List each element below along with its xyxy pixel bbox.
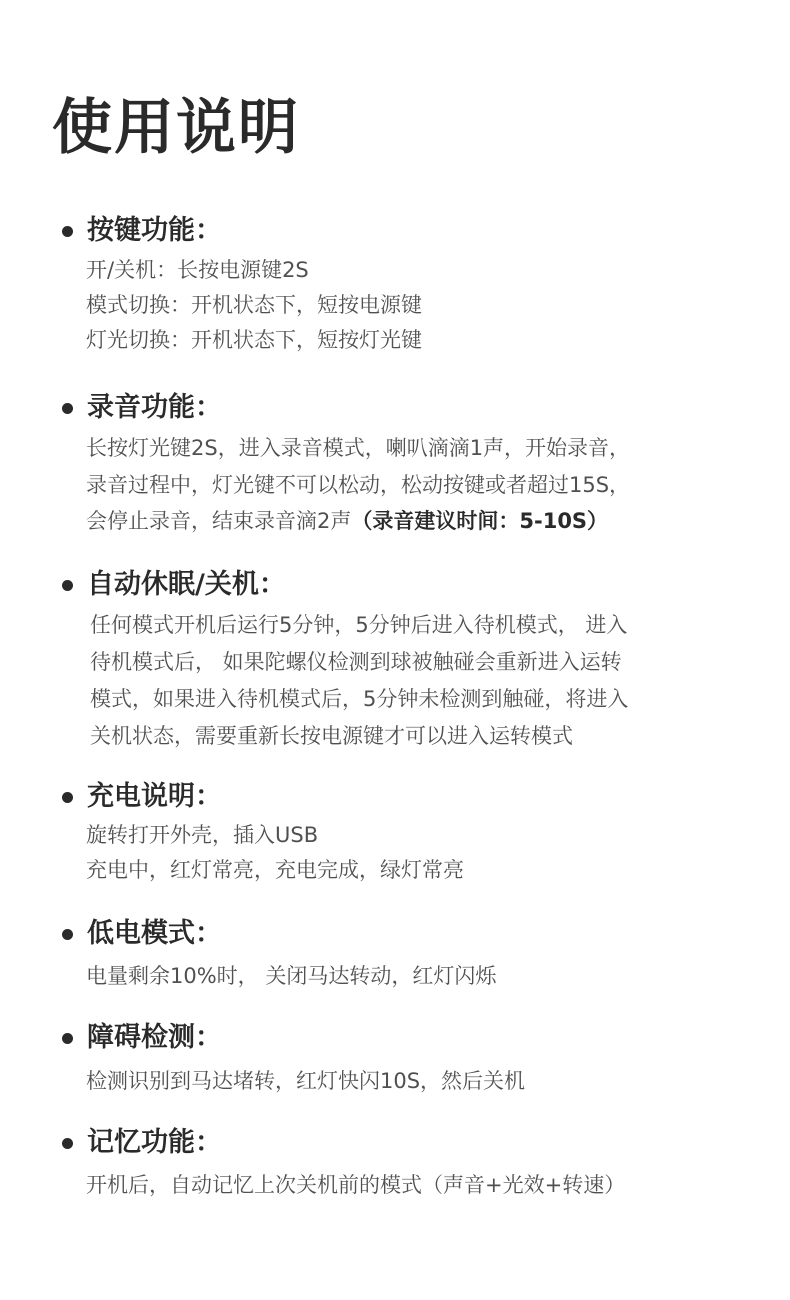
section-body [86, 818, 762, 888]
section-button-functions [62, 211, 762, 358]
bullet-dot-icon [62, 226, 73, 237]
body-line: 电量剩余10%时， 关闭马达转动，红灯闪烁 [86, 964, 497, 988]
section-body [86, 959, 762, 994]
body-line: 待机模式后， 如果陀螺仪检测到球被触碰会重新进入运转 [90, 650, 622, 674]
heading-text: 自动休眠/关机： [87, 569, 286, 600]
heading-text: 障碍检测： [87, 1022, 222, 1053]
body-line: 灯光切换：开机状态下，短按灯光键 [86, 328, 422, 352]
section-heading [62, 777, 762, 817]
section-heading [62, 1123, 762, 1163]
section-low-power [62, 914, 762, 994]
body-line: 开机后，自动记忆上次关机前的模式（声音+光效+转速） [86, 1173, 626, 1197]
section-heading [62, 1018, 762, 1058]
section-body [86, 253, 762, 358]
heading-text: 按键功能： [87, 215, 222, 246]
section-auto-sleep [62, 565, 762, 755]
bullet-dot-icon [62, 580, 73, 591]
section-obstacle-detection [62, 1018, 762, 1099]
body-line: 模式切换：开机状态下，短按电源键 [86, 293, 422, 317]
body-line: 模式，如果进入待机模式后，5分钟未检测到触碰，将进入 [90, 687, 629, 711]
bullet-dot-icon [62, 1138, 73, 1149]
body-line: 任何模式开机后运行5分钟，5分钟后进入待机模式， 进入 [90, 613, 628, 637]
body-line: 长按灯光键2S，进入录音模式，喇叭滴滴1声，开始录音， [86, 436, 631, 460]
section-body [86, 1168, 762, 1203]
body-line: 开/关机：长按电源键2S [86, 258, 309, 282]
heading-text: 充电说明： [87, 781, 222, 812]
bullet-dot-icon [62, 1033, 73, 1044]
section-heading [62, 565, 762, 605]
section-body [86, 1064, 762, 1099]
body-line [86, 503, 762, 540]
bullet-dot-icon [62, 929, 73, 940]
body-line: 关机状态，需要重新长按电源键才可以进入运转模式 [90, 724, 573, 748]
section-memory [62, 1123, 762, 1203]
recording-tip: （录音建议时间：5-10S） [351, 509, 609, 533]
section-heading [62, 388, 762, 428]
body-line-text: 会停止录音，结束录音滴2声 [86, 509, 352, 533]
heading-text: 低电模式： [87, 918, 222, 949]
body-line: 充电中，红灯常亮，充电完成，绿灯常亮 [86, 858, 464, 882]
body-line: 检测识别到马达堵转，红灯快闪10S，然后关机 [86, 1069, 526, 1093]
section-body [90, 607, 762, 755]
heading-text: 记忆功能： [87, 1127, 222, 1158]
body-line: 旋转打开外壳，插入USB [86, 823, 319, 847]
bullet-dot-icon [62, 792, 73, 803]
page-title: 使用说明 [52, 93, 300, 163]
body-line: 录音过程中，灯光键不可以松动，松动按键或者超过15S， [86, 472, 631, 497]
section-recording [62, 388, 762, 540]
heading-text: 录音功能： [87, 392, 222, 423]
section-body [86, 430, 762, 540]
section-charging [62, 777, 762, 888]
bullet-dot-icon [62, 403, 73, 414]
section-heading [62, 914, 762, 954]
section-heading [62, 211, 762, 251]
